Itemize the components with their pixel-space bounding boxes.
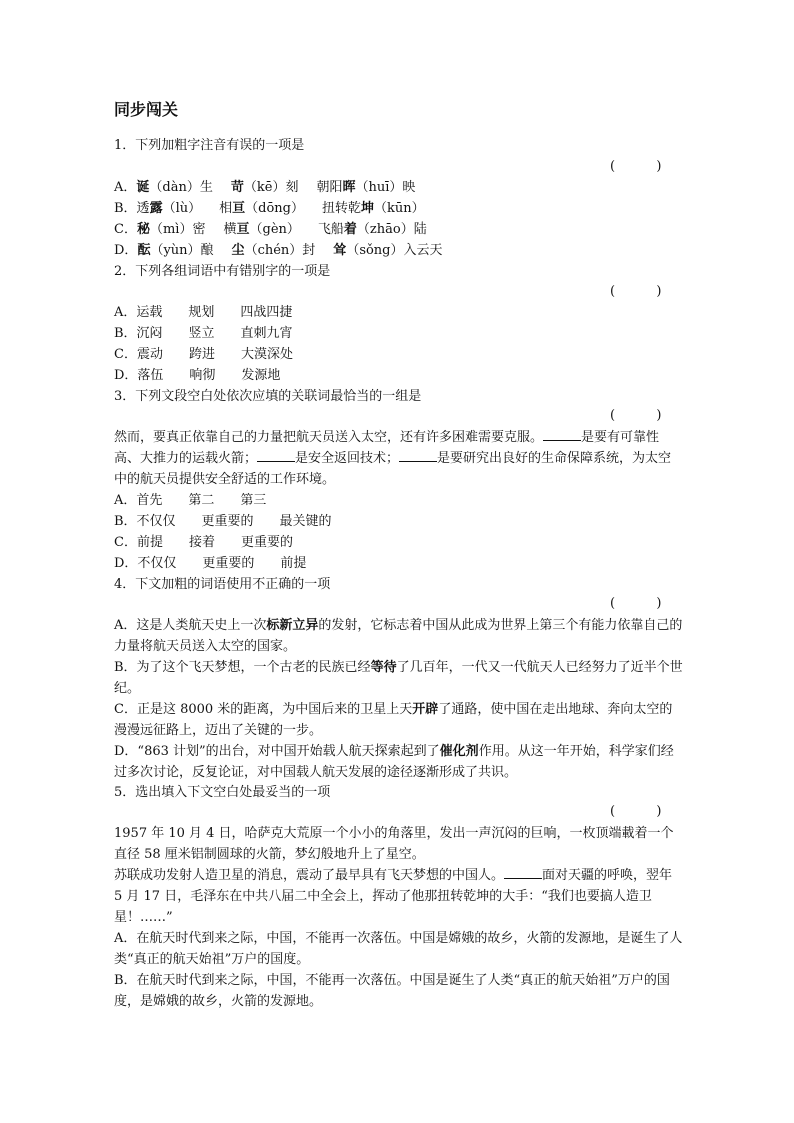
q2-stem: 2．下列各组词语中有错别字的一项是	[114, 264, 331, 279]
fill-blank	[504, 866, 542, 879]
q3-option-b: B．不仅仅 更重要的 最关键的	[114, 514, 332, 529]
q1-stem: 1．下列加粗字注音有误的一项是	[114, 138, 305, 153]
q3-option-c: C．前提 接着 更重要的	[114, 535, 293, 550]
q5-passage-1: 1957 年 10 月 4 日，哈萨克大荒原一个小小的角落里，发出一声沉闷的巨响，一枚顶端載着一个直径 58 厘米铝制圆球的火箭，梦幻般地升上了星空。	[114, 826, 674, 862]
q4-option-c: C．正是这 8000 米的距离，为中国后来的卫星上天开辟了通路，使中国在走出地球、奔向太空的漫漫远征路上，迈出了关键的一步。	[114, 702, 673, 738]
q4-option-d: D．“863 计划”的出台，对中国开始载人航天探索起到了催化剂作用。从这一年开始，科学家们经过多次讨论，反复论证，对中国载人航天发展的途径逐渐形成了共识。	[114, 744, 674, 780]
q1-option-c: C．秘（mì）密 横亘（gèn） 飞船着（zhāo）陆	[114, 222, 427, 237]
q3-stem: 3．下列文段空白处依次应填的关联词最恰当的一组是	[114, 389, 422, 404]
q4-answer-blank: ( )	[610, 596, 662, 611]
q3-option-d: D．不仅仅 更重要的 前提	[114, 556, 307, 571]
fill-blank-3	[399, 449, 437, 462]
q5-passage-2: 苏联成功发射人造卫星的消息，震动了最早具有飞天梦想的中国人。 面对天疆的呼唤，翌年 5 月 17 日，毛泽东在中共八届二中全会上，挥动了他那扭转乾坤的大手：“我们也要搞人造卫星！……”	[114, 868, 673, 925]
q5-stem: 5．选出填入下文空白处最妥当的一项	[114, 785, 331, 800]
q5-answer-blank: ( )	[610, 804, 662, 819]
q3-option-a: A．首先 第二 第三	[114, 493, 267, 508]
q2-option-c: C．震动 跨进 大漠深处	[114, 347, 293, 362]
q1-answer-blank: ( )	[610, 159, 662, 174]
q2-option-a: A．运载 规划 四战四捷	[114, 305, 293, 320]
q3-answer-blank: ( )	[610, 408, 662, 423]
fill-blank-2	[257, 449, 295, 462]
q5-option-b: B．在航天时代到来之际，中国，不能再一次落伍。中国是诞生了人类“真正的航天始祖”万户的国度，是嫦娥的故乡，火箭的发源地。	[114, 973, 670, 1009]
q2-option-d: D．落伍 响彻 发源地	[114, 368, 281, 383]
section-title: 同步闯关	[114, 100, 179, 119]
q5-option-a: A．在航天时代到来之际，中国，不能再一次落伍。中国是嫦娥的故乡，火箭的发源地，是诞生了人类“真正的航天始祖”万户的国度。	[114, 931, 683, 967]
q2-option-b: B．沉闷 竖立 直刺九宵	[114, 326, 293, 341]
q4-option-a: A．这是人类航天史上一次标新立异的发射，它标志着中国从此成为世界上第三个有能力依靠自己的力量将航天员送入太空的国家。	[114, 618, 683, 654]
q3-passage: 然而，要真正依靠自己的力量把航天员送入太空，还有许多困难需要克服。 是要有可靠性高、大推力的运载火箭； 是安全返回技术； 是要研究出良好的生命保障系统，为太空中的航天员提供安全舒适的工作环境。	[114, 430, 672, 487]
fill-blank-1	[543, 428, 581, 441]
q4-stem: 4．下文加粗的词语使用不正确的一项	[114, 577, 331, 592]
q2-answer-blank: ( )	[610, 284, 662, 299]
q1-option-d: D．酝（yùn）酿 尘（chén）封 耸（sǒng）入云天	[114, 243, 443, 258]
q1-option-b: B．透露（lù） 相亘（dōng） 扭转乾坤（kūn）	[114, 201, 425, 216]
q1-option-a: A．诞（dàn）生 苛（kē）刻 朝阳晖（huī）映	[114, 180, 416, 195]
q4-option-b: B．为了这个飞天梦想，一个古老的民族已经等待了几百年，一代又一代航天人已经努力了近半个世纪。	[114, 660, 683, 696]
